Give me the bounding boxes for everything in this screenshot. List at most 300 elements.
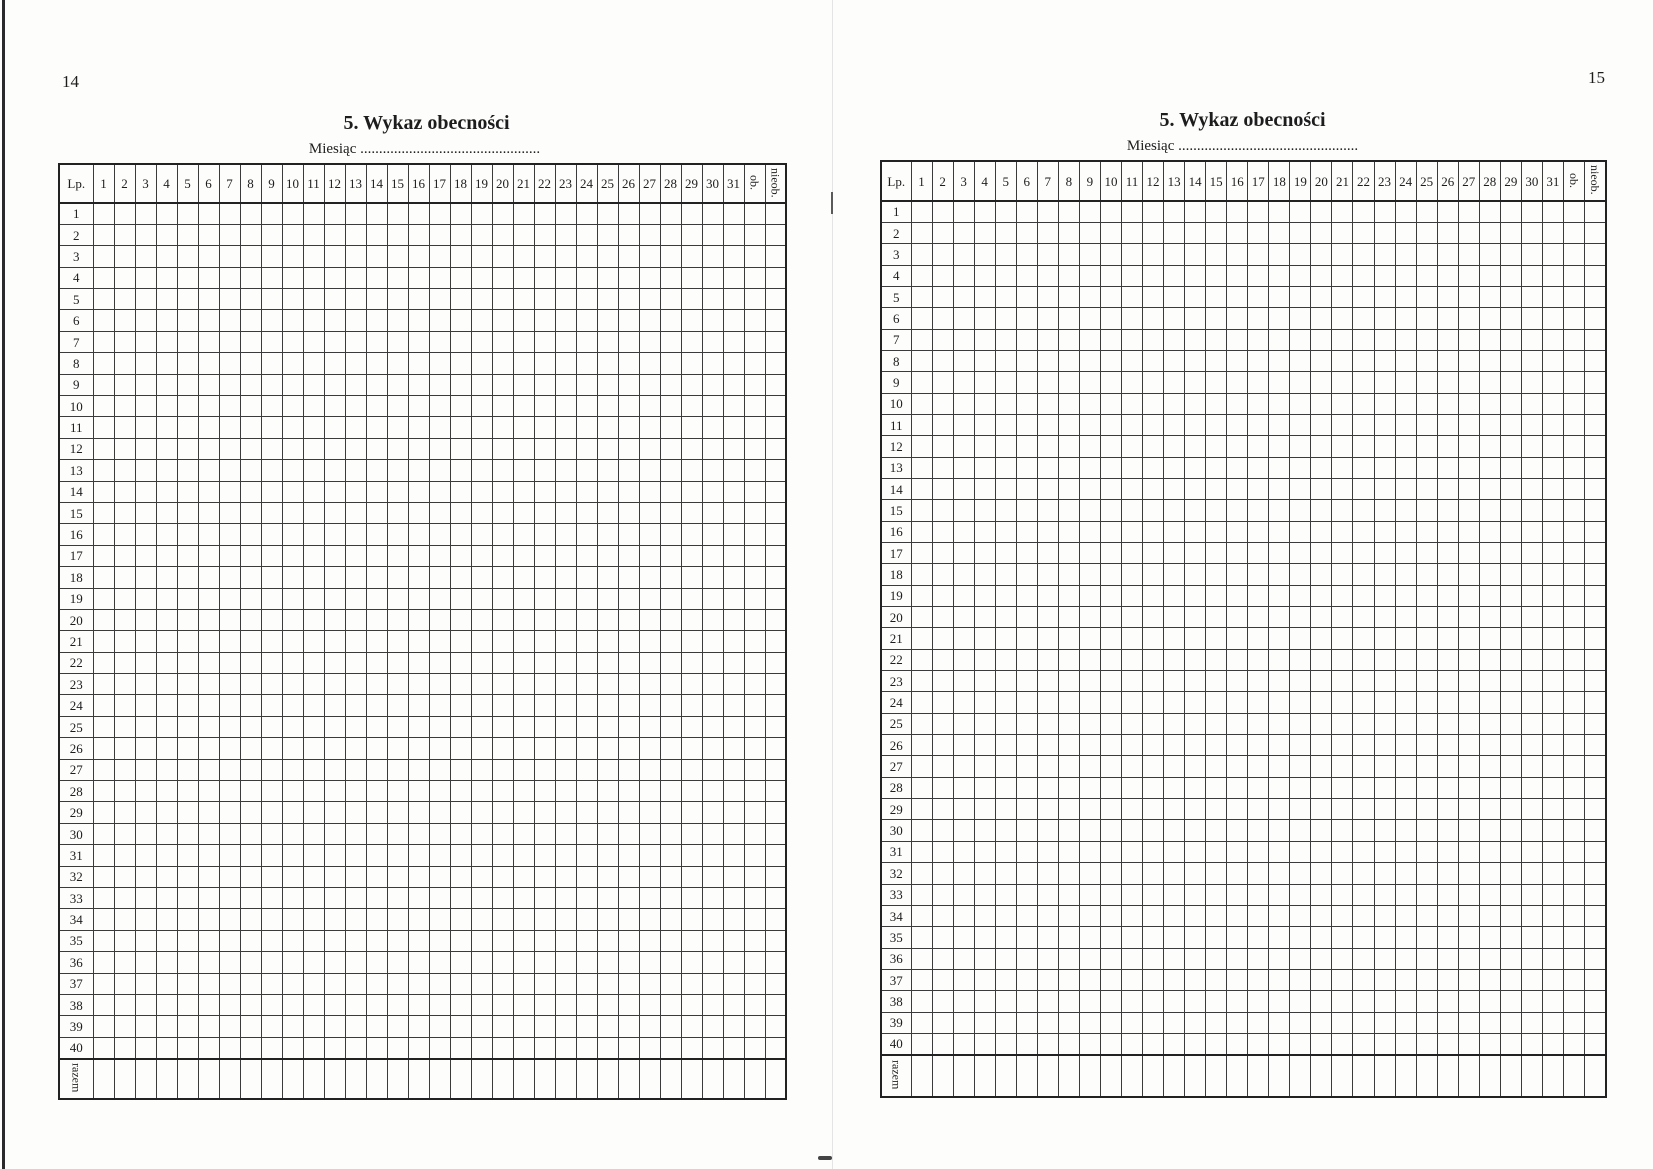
attendance-cell	[219, 1016, 240, 1037]
attendance-cell	[765, 994, 786, 1015]
attendance-cell	[303, 652, 324, 673]
attendance-cell	[219, 609, 240, 630]
total-cell	[1353, 1055, 1374, 1097]
attendance-cell	[471, 823, 492, 844]
attendance-cell	[1016, 863, 1037, 884]
attendance-cell	[744, 609, 765, 630]
attendance-cell	[1437, 671, 1458, 692]
attendance-cell	[156, 674, 177, 695]
attendance-cell	[219, 331, 240, 352]
attendance-cell	[1269, 265, 1290, 286]
attendance-cell	[1227, 286, 1248, 307]
attendance-cell	[1227, 777, 1248, 798]
attendance-cell	[429, 567, 450, 588]
attendance-cell	[114, 331, 135, 352]
attendance-cell	[555, 1016, 576, 1037]
attendance-cell	[911, 500, 932, 521]
attendance-cell	[1121, 436, 1142, 457]
attendance-cell	[702, 224, 723, 245]
table-row	[881, 372, 1606, 393]
attendance-cell	[932, 948, 953, 969]
attendance-cell	[995, 884, 1016, 905]
page-number: 15	[1588, 68, 1605, 87]
attendance-cell	[1416, 777, 1437, 798]
attendance-cell	[953, 927, 974, 948]
attendance-cell	[177, 909, 198, 930]
table-row	[59, 652, 786, 673]
attendance-cell	[408, 738, 429, 759]
attendance-cell	[576, 609, 597, 630]
attendance-cell	[995, 457, 1016, 478]
total-cell	[660, 1059, 681, 1099]
attendance-cell	[240, 781, 261, 802]
attendance-cell	[1374, 478, 1395, 499]
attendance-cell	[1585, 585, 1606, 606]
attendance-cell	[177, 845, 198, 866]
attendance-cell	[366, 396, 387, 417]
attendance-cell	[974, 244, 995, 265]
attendance-cell	[576, 417, 597, 438]
attendance-cell	[240, 1037, 261, 1058]
attendance-cell	[639, 994, 660, 1015]
attendance-cell	[765, 781, 786, 802]
attendance-cell	[744, 994, 765, 1015]
attendance-cell	[932, 649, 953, 670]
header-cell-absent-label: nieob.	[1587, 165, 1602, 195]
attendance-cell	[408, 674, 429, 695]
attendance-cell	[1521, 841, 1542, 862]
attendance-cell	[576, 246, 597, 267]
attendance-cell	[1037, 308, 1058, 329]
attendance-cell	[1374, 308, 1395, 329]
attendance-cell	[303, 952, 324, 973]
header-cell-day: 31	[723, 164, 744, 203]
attendance-cell	[513, 973, 534, 994]
attendance-cell	[723, 802, 744, 823]
attendance-cell	[1206, 265, 1227, 286]
table-row	[59, 1037, 786, 1058]
attendance-cell	[1563, 457, 1584, 478]
attendance-cell	[995, 393, 1016, 414]
table-row	[59, 545, 786, 566]
attendance-cell	[1332, 607, 1353, 628]
attendance-cell	[219, 845, 240, 866]
row-number: 18	[881, 564, 911, 585]
attendance-cell	[408, 716, 429, 737]
attendance-cell	[1332, 350, 1353, 371]
attendance-cell	[1037, 1012, 1058, 1033]
attendance-cell	[492, 374, 513, 395]
attendance-cell	[1374, 286, 1395, 307]
table-row	[59, 674, 786, 695]
attendance-cell	[1542, 735, 1563, 756]
attendance-cell	[1206, 799, 1227, 820]
attendance-cell	[1332, 457, 1353, 478]
attendance-cell	[492, 674, 513, 695]
attendance-cell	[1521, 308, 1542, 329]
attendance-cell	[156, 738, 177, 759]
attendance-cell	[1500, 585, 1521, 606]
attendance-cell	[114, 267, 135, 288]
attendance-cell	[303, 845, 324, 866]
attendance-cell	[639, 952, 660, 973]
table-row	[881, 991, 1606, 1012]
attendance-cell	[324, 1037, 345, 1058]
attendance-cell	[576, 567, 597, 588]
attendance-cell	[492, 524, 513, 545]
attendance-cell	[1037, 692, 1058, 713]
attendance-cell	[1143, 286, 1164, 307]
attendance-cell	[345, 1037, 366, 1058]
attendance-cell	[765, 1037, 786, 1058]
header-cell-day: 30	[1521, 161, 1542, 201]
attendance-cell	[156, 289, 177, 310]
total-cell	[1585, 1055, 1606, 1097]
attendance-cell	[93, 716, 114, 737]
table-row	[881, 1033, 1606, 1054]
attendance-cell	[1542, 585, 1563, 606]
attendance-cell	[660, 353, 681, 374]
attendance-cell	[1185, 393, 1206, 414]
attendance-cell	[1227, 671, 1248, 692]
attendance-cell	[723, 994, 744, 1015]
attendance-cell	[555, 289, 576, 310]
attendance-cell	[1164, 756, 1185, 777]
attendance-cell	[1353, 969, 1374, 990]
attendance-cell	[702, 759, 723, 780]
attendance-cell	[534, 524, 555, 545]
attendance-cell	[953, 991, 974, 1012]
attendance-cell	[156, 481, 177, 502]
attendance-cell	[282, 802, 303, 823]
attendance-cell	[198, 1037, 219, 1058]
header-cell-day: 11	[303, 164, 324, 203]
attendance-cell	[1500, 457, 1521, 478]
attendance-cell	[1353, 841, 1374, 862]
attendance-cell	[93, 396, 114, 417]
attendance-cell	[1079, 329, 1100, 350]
attendance-cell	[282, 695, 303, 716]
attendance-cell	[324, 674, 345, 695]
attendance-cell	[1100, 436, 1121, 457]
attendance-cell	[261, 417, 282, 438]
row-number: 30	[59, 823, 93, 844]
row-number: 19	[881, 585, 911, 606]
attendance-cell	[408, 438, 429, 459]
attendance-cell	[1248, 1012, 1269, 1033]
table-row	[881, 436, 1606, 457]
attendance-cell	[1185, 692, 1206, 713]
attendance-cell	[324, 909, 345, 930]
attendance-cell	[114, 631, 135, 652]
attendance-cell	[953, 201, 974, 222]
attendance-cell	[681, 609, 702, 630]
attendance-cell	[1437, 436, 1458, 457]
attendance-cell	[366, 952, 387, 973]
attendance-cell	[1037, 1033, 1058, 1054]
attendance-cell	[450, 460, 471, 481]
attendance-cell	[282, 481, 303, 502]
attendance-cell	[303, 460, 324, 481]
attendance-cell	[1437, 1033, 1458, 1054]
attendance-cell	[93, 1016, 114, 1037]
attendance-cell	[702, 524, 723, 545]
attendance-cell	[1395, 201, 1416, 222]
attendance-cell	[723, 417, 744, 438]
attendance-cell	[1521, 948, 1542, 969]
attendance-cell	[1206, 393, 1227, 414]
attendance-cell	[513, 909, 534, 930]
attendance-cell	[1521, 585, 1542, 606]
header-cell-day: 21	[1332, 161, 1353, 201]
attendance-cell	[765, 417, 786, 438]
table-row	[881, 564, 1606, 585]
attendance-cell	[1311, 265, 1332, 286]
attendance-cell	[429, 374, 450, 395]
attendance-cell	[1458, 777, 1479, 798]
attendance-cell	[1374, 991, 1395, 1012]
attendance-cell	[1164, 863, 1185, 884]
row-number: 6	[881, 308, 911, 329]
attendance-cell	[198, 738, 219, 759]
attendance-cell	[471, 866, 492, 887]
attendance-cell	[1563, 607, 1584, 628]
attendance-cell	[387, 930, 408, 951]
attendance-cell	[1332, 820, 1353, 841]
attendance-cell	[995, 756, 1016, 777]
attendance-cell	[114, 310, 135, 331]
attendance-cell	[1143, 244, 1164, 265]
attendance-cell	[114, 973, 135, 994]
attendance-cell	[744, 203, 765, 224]
attendance-cell	[995, 564, 1016, 585]
attendance-cell	[471, 396, 492, 417]
attendance-cell	[1395, 777, 1416, 798]
attendance-cell	[492, 609, 513, 630]
attendance-cell	[1563, 286, 1584, 307]
attendance-cell	[639, 781, 660, 802]
attendance-cell	[1248, 414, 1269, 435]
attendance-cell	[1416, 521, 1437, 542]
attendance-cell	[135, 866, 156, 887]
attendance-cell	[177, 994, 198, 1015]
attendance-cell	[1016, 436, 1037, 457]
attendance-cell	[1500, 799, 1521, 820]
attendance-cell	[1374, 350, 1395, 371]
header-cell-day: 9	[261, 164, 282, 203]
attendance-cell	[1269, 1033, 1290, 1054]
attendance-cell	[702, 781, 723, 802]
attendance-cell	[1164, 414, 1185, 435]
attendance-cell	[1290, 820, 1311, 841]
attendance-cell	[618, 246, 639, 267]
attendance-cell	[135, 845, 156, 866]
attendance-cell	[974, 713, 995, 734]
attendance-cell	[1585, 286, 1606, 307]
attendance-cell	[974, 905, 995, 926]
attendance-cell	[345, 994, 366, 1015]
attendance-cell	[198, 609, 219, 630]
attendance-cell	[1016, 628, 1037, 649]
total-label-cell	[59, 1059, 93, 1099]
row-number: 38	[59, 994, 93, 1015]
attendance-cell	[534, 267, 555, 288]
attendance-cell	[1311, 756, 1332, 777]
attendance-cell	[1332, 692, 1353, 713]
attendance-cell	[1374, 820, 1395, 841]
attendance-cell	[1079, 414, 1100, 435]
attendance-cell	[156, 396, 177, 417]
table-row	[881, 500, 1606, 521]
attendance-cell	[93, 524, 114, 545]
attendance-cell	[681, 524, 702, 545]
attendance-cell	[387, 738, 408, 759]
table-row	[59, 438, 786, 459]
attendance-cell	[282, 396, 303, 417]
attendance-cell	[702, 374, 723, 395]
attendance-cell	[387, 609, 408, 630]
attendance-cell	[450, 331, 471, 352]
attendance-cell	[492, 738, 513, 759]
total-cell	[1143, 1055, 1164, 1097]
attendance-cell	[366, 888, 387, 909]
attendance-cell	[198, 545, 219, 566]
attendance-cell	[1585, 478, 1606, 499]
attendance-cell	[1143, 863, 1164, 884]
attendance-cell	[534, 353, 555, 374]
attendance-cell	[597, 588, 618, 609]
attendance-cell	[1395, 500, 1416, 521]
attendance-cell	[660, 973, 681, 994]
attendance-cell	[450, 246, 471, 267]
attendance-cell	[387, 289, 408, 310]
attendance-cell	[765, 374, 786, 395]
attendance-cell	[1500, 500, 1521, 521]
attendance-cell	[471, 973, 492, 994]
attendance-cell	[1100, 265, 1121, 286]
attendance-cell	[429, 952, 450, 973]
attendance-cell	[639, 545, 660, 566]
attendance-cell	[1079, 756, 1100, 777]
attendance-cell	[1563, 414, 1584, 435]
attendance-cell	[93, 802, 114, 823]
attendance-cell	[618, 609, 639, 630]
attendance-cell	[345, 716, 366, 737]
attendance-cell	[1164, 671, 1185, 692]
attendance-cell	[513, 759, 534, 780]
attendance-cell	[1353, 222, 1374, 243]
row-number: 7	[59, 331, 93, 352]
attendance-cell	[1206, 607, 1227, 628]
attendance-cell	[1079, 692, 1100, 713]
attendance-cell	[345, 310, 366, 331]
attendance-cell	[387, 310, 408, 331]
attendance-cell	[198, 973, 219, 994]
attendance-cell	[198, 952, 219, 973]
header-cell-day: 3	[135, 164, 156, 203]
row-number: 24	[59, 695, 93, 716]
attendance-cell	[366, 246, 387, 267]
attendance-cell	[219, 353, 240, 374]
attendance-cell	[1416, 329, 1437, 350]
attendance-cell	[1395, 1012, 1416, 1033]
attendance-cell	[303, 545, 324, 566]
attendance-cell	[1542, 436, 1563, 457]
attendance-cell	[765, 246, 786, 267]
attendance-cell	[240, 1016, 261, 1037]
attendance-cell	[1332, 265, 1353, 286]
attendance-cell	[366, 203, 387, 224]
attendance-cell	[261, 888, 282, 909]
attendance-cell	[534, 866, 555, 887]
attendance-cell	[932, 671, 953, 692]
attendance-cell	[911, 393, 932, 414]
attendance-cell	[1227, 393, 1248, 414]
attendance-cell	[723, 396, 744, 417]
attendance-cell	[261, 1016, 282, 1037]
attendance-cell	[1121, 820, 1142, 841]
attendance-cell	[1290, 863, 1311, 884]
attendance-cell	[1143, 692, 1164, 713]
attendance-cell	[1037, 521, 1058, 542]
attendance-cell	[911, 457, 932, 478]
attendance-cell	[1479, 756, 1500, 777]
total-cell	[1500, 1055, 1521, 1097]
attendance-cell	[1143, 756, 1164, 777]
attendance-cell	[114, 1016, 135, 1037]
attendance-cell	[492, 545, 513, 566]
attendance-cell	[1100, 521, 1121, 542]
attendance-cell	[471, 802, 492, 823]
attendance-cell	[723, 246, 744, 267]
attendance-cell	[471, 545, 492, 566]
attendance-cell	[1058, 628, 1079, 649]
attendance-cell	[1563, 521, 1584, 542]
table-row	[881, 350, 1606, 371]
attendance-cell	[303, 909, 324, 930]
attendance-cell	[618, 652, 639, 673]
attendance-cell	[387, 952, 408, 973]
attendance-cell	[1395, 756, 1416, 777]
attendance-cell	[1227, 1012, 1248, 1033]
attendance-cell	[1458, 393, 1479, 414]
attendance-cell	[1121, 1012, 1142, 1033]
attendance-cell	[1100, 414, 1121, 435]
attendance-cell	[1185, 628, 1206, 649]
attendance-cell	[660, 567, 681, 588]
attendance-cell	[282, 973, 303, 994]
attendance-cell	[639, 609, 660, 630]
total-cell	[366, 1059, 387, 1099]
attendance-cell	[1100, 713, 1121, 734]
attendance-cell	[408, 396, 429, 417]
attendance-cell	[324, 952, 345, 973]
attendance-cell	[534, 374, 555, 395]
header-cell-present	[1563, 161, 1584, 201]
attendance-cell	[303, 631, 324, 652]
row-number: 9	[881, 372, 911, 393]
attendance-cell	[429, 438, 450, 459]
attendance-cell	[177, 802, 198, 823]
attendance-cell	[744, 738, 765, 759]
row-number: 11	[881, 414, 911, 435]
attendance-cell	[597, 289, 618, 310]
attendance-cell	[1164, 713, 1185, 734]
attendance-cell	[639, 1037, 660, 1058]
attendance-cell	[555, 738, 576, 759]
attendance-cell	[1206, 905, 1227, 926]
attendance-cell	[555, 973, 576, 994]
